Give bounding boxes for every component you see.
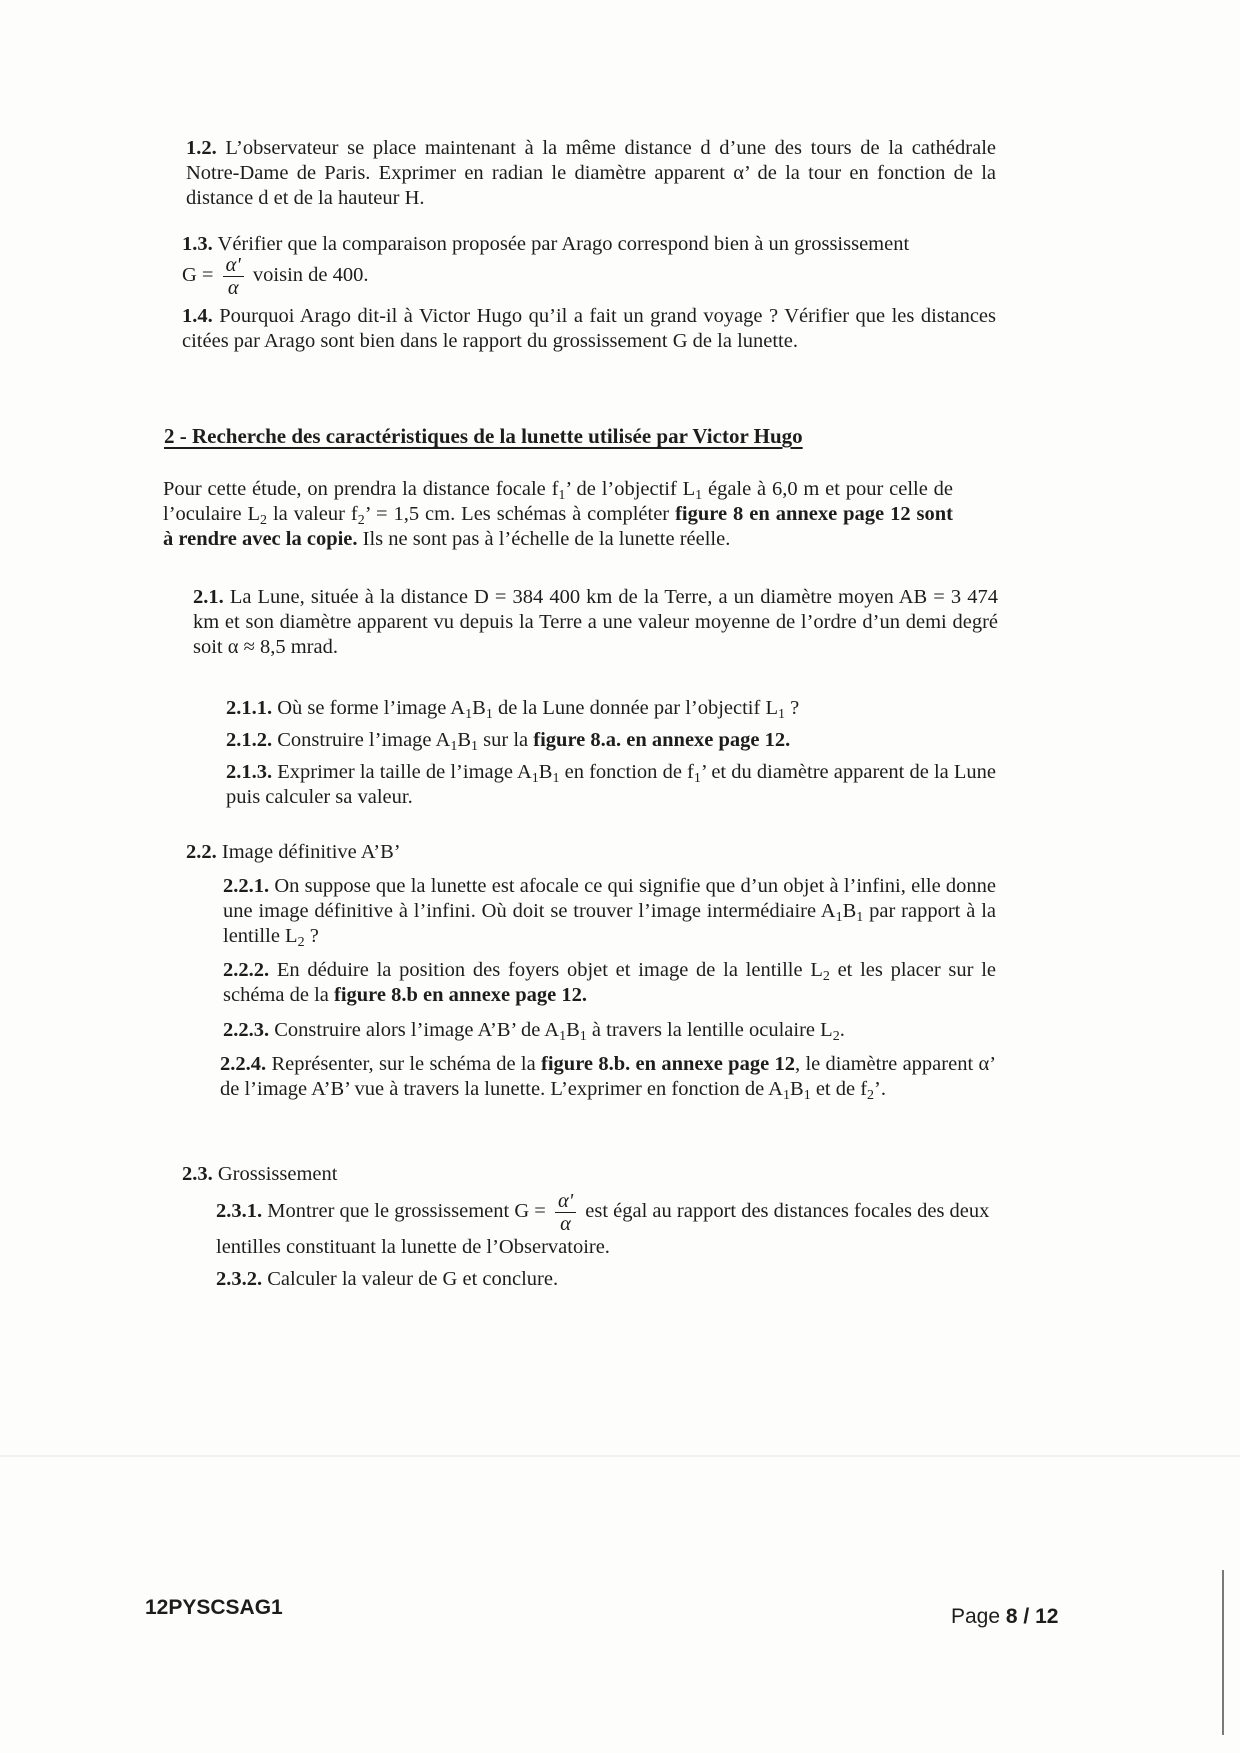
question-number: 1.4.: [182, 305, 213, 327]
question-text: B: [790, 1078, 804, 1100]
question-text: Pourquoi Arago dit-il à Victor Hugo qu’il a fait un grand voyage ? Vérifier que les distances citées par Arago sont bien dans le rapport du grossissement G de la lunette.: [182, 305, 996, 352]
question-number: 1.3.: [182, 233, 213, 255]
question-text: B: [472, 697, 486, 719]
question-bold: figure 8.a. en annexe page 12.: [533, 729, 791, 751]
question-bold: figure 8.b. en annexe page 12: [541, 1053, 795, 1075]
intro-text: égale à 6,0 m et pour celle de l’oculaire L: [163, 478, 954, 525]
fraction-denominator: α: [560, 1213, 571, 1235]
question-2-3: [182, 1162, 882, 1187]
question-text: ’ et du diamètre apparent de la Lune puis calculer sa valeur.: [226, 761, 997, 808]
subscript: 2: [297, 935, 305, 950]
question-text: ?: [304, 925, 319, 947]
question-2-1: [193, 585, 998, 660]
subscript: 2: [260, 513, 268, 528]
question-2-3-1: [216, 1190, 996, 1260]
question-text: B: [566, 1019, 580, 1041]
question-text: L’observateur se place maintenant à la même distance d d’une des tours de la cathédrale Notre-Dame de Paris. Exprimer en radian le diamètre apparent α’ de la tour en fonction de la distance d et de la hauteur H.: [186, 137, 996, 209]
question-text: La Lune, située à la distance D = 384 400 km de la Terre, a un diamètre moyen AB = 3 474 km et son diamètre apparent vu depuis la Terre a une valeur moyenne de l’ordre d’un demi degré soit α ≈ 8,5 mrad.: [193, 586, 999, 658]
subscript: 1: [579, 1029, 587, 1044]
question-text: Vérifier que la comparaison proposée par Arago correspond bien à un grossissement: [217, 233, 910, 255]
intro-text: ’ de l’objectif L: [565, 478, 696, 500]
subscript: 1: [558, 488, 566, 503]
question-2-3-2: [216, 1267, 996, 1292]
question-text: .: [839, 1019, 845, 1041]
question-2-2-2: [223, 958, 996, 1008]
intro-text: la valeur f: [267, 503, 358, 525]
question-number: 2.1.3.: [226, 761, 273, 783]
question-number: 2.1.2.: [226, 729, 273, 751]
question-text: Image définitive A’B’: [221, 841, 401, 863]
question-text-after: voisin de 400.: [252, 264, 369, 287]
subscript: 1: [803, 1088, 811, 1103]
exam-code: 12PYSCSAG1: [145, 1596, 283, 1619]
question-text: Représenter, sur le schéma de la: [271, 1053, 542, 1075]
subscript: 1: [835, 910, 843, 925]
page-number: [951, 1605, 1058, 1629]
fraction: [223, 254, 244, 299]
question-number: 2.2.2.: [223, 959, 270, 981]
intro-text: Pour cette étude, on prendra la distance focale f: [163, 478, 559, 500]
question-text: sur la: [478, 729, 534, 751]
intro-bold: figure 8 en annexe page 12 sont à rendre avec la copie.: [163, 503, 953, 550]
question-number: 2.1.: [193, 586, 224, 608]
question-text: B: [842, 900, 857, 922]
question-text: Calculer la valeur de G et conclure.: [267, 1268, 559, 1290]
question-text: B: [538, 761, 553, 783]
question-number: 2.3.: [182, 1163, 213, 1185]
subscript: 1: [450, 739, 458, 754]
question-2-1-1: [226, 696, 996, 721]
scan-edge-line: [1222, 1570, 1224, 1735]
question-number: 2.1.1.: [226, 697, 273, 719]
question-2-2: [186, 840, 886, 865]
subscript: 1: [783, 1088, 790, 1103]
page-prefix: Page: [951, 1605, 1006, 1628]
question-text: de la Lune donnée par l’objectif L: [492, 697, 778, 719]
subscript: 1: [552, 771, 560, 786]
question-text: On suppose que la lunette est afocale ce qui signifie que d’un objet à l’infini, elle donne une image définitive à l’infini. Où doit se trouver l’image intermédiaire A: [223, 875, 997, 922]
fraction: [555, 1190, 576, 1235]
fraction-denominator: α: [227, 277, 239, 299]
subscript: 1: [559, 1029, 567, 1044]
question-text: est égal au rapport des distances focales des deux lentilles constituant la lunette de l’Observatoire.: [216, 1200, 990, 1258]
subscript: 1: [856, 910, 864, 925]
intro-text: ’ = 1,5 cm. Les schémas à compléter: [364, 503, 676, 525]
intro-text: Ils ne sont pas à l’échelle de la lunette réelle.: [357, 528, 731, 550]
subscript: 1: [531, 771, 539, 786]
question-2-1-3: [226, 760, 996, 810]
subscript: 1: [777, 707, 785, 722]
question-bold: figure 8.b en annexe page 12.: [334, 984, 588, 1006]
question-number: 2.2.: [186, 841, 217, 863]
subscript: 2: [822, 969, 830, 984]
question-text: En déduire la position des foyers objet et image de la lentille L: [276, 959, 823, 981]
question-text: à travers la lentille oculaire L: [586, 1019, 833, 1041]
fraction-numerator: α': [555, 1190, 576, 1213]
question-text: Exprimer la taille de l’image A: [277, 761, 532, 783]
question-number: 2.2.1.: [223, 875, 270, 897]
question-number: 2.2.3.: [223, 1019, 270, 1041]
section-heading: 2 - Recherche des caractéristiques de la lunette utilisée par Victor Hugo: [164, 424, 803, 448]
scan-artifact: [0, 1455, 1240, 1457]
question-text: et de f: [810, 1078, 868, 1100]
question-text: par rapport à la lentille L: [223, 900, 996, 947]
question-text: Grossissement: [217, 1163, 338, 1185]
fraction-numerator: α': [223, 254, 244, 277]
question-text: Où se forme l’image A: [277, 697, 466, 719]
question-2-2-4: [220, 1052, 996, 1102]
subscript: 1: [471, 739, 479, 754]
question-number: 1.2.: [186, 137, 217, 159]
g-label: G =: [182, 264, 214, 287]
subscript: 2: [867, 1088, 875, 1103]
question-2-2-3: [223, 1018, 996, 1043]
question-text: en fonction de f: [559, 761, 694, 783]
question-number: 2.3.2.: [216, 1268, 263, 1290]
question-text: B: [457, 729, 472, 751]
section-intro: [163, 477, 953, 552]
subscript: 1: [465, 707, 473, 722]
question-text: ?: [784, 697, 800, 719]
question-text: ’.: [874, 1078, 886, 1100]
subscript: 2: [832, 1029, 840, 1044]
subscript: 1: [693, 771, 701, 786]
question-text: Construire l’image A: [277, 729, 451, 751]
subscript: 2: [357, 513, 365, 528]
question-text: Montrer que le grossissement G =: [267, 1200, 546, 1223]
page-value: 8 / 12: [1005, 1605, 1059, 1628]
question-1-3-formula: [182, 254, 582, 299]
question-text: , le diamètre apparent α’ de l’image A’B’ vue à travers la lunette. L’exprimer en fonction de A: [220, 1053, 997, 1100]
question-text: et les placer sur le schéma de la: [223, 959, 997, 1006]
subscript: 1: [695, 488, 703, 503]
question-1-4: [182, 304, 996, 354]
subscript: 1: [485, 707, 493, 722]
question-2-2-1: [223, 874, 996, 949]
question-number: 2.2.4.: [220, 1053, 267, 1075]
question-1-2: [186, 136, 996, 211]
question-2-1-2: [226, 728, 996, 753]
question-number: 2.3.1.: [216, 1200, 263, 1223]
question-text: Construire alors l’image A’B’ de A: [274, 1019, 560, 1041]
